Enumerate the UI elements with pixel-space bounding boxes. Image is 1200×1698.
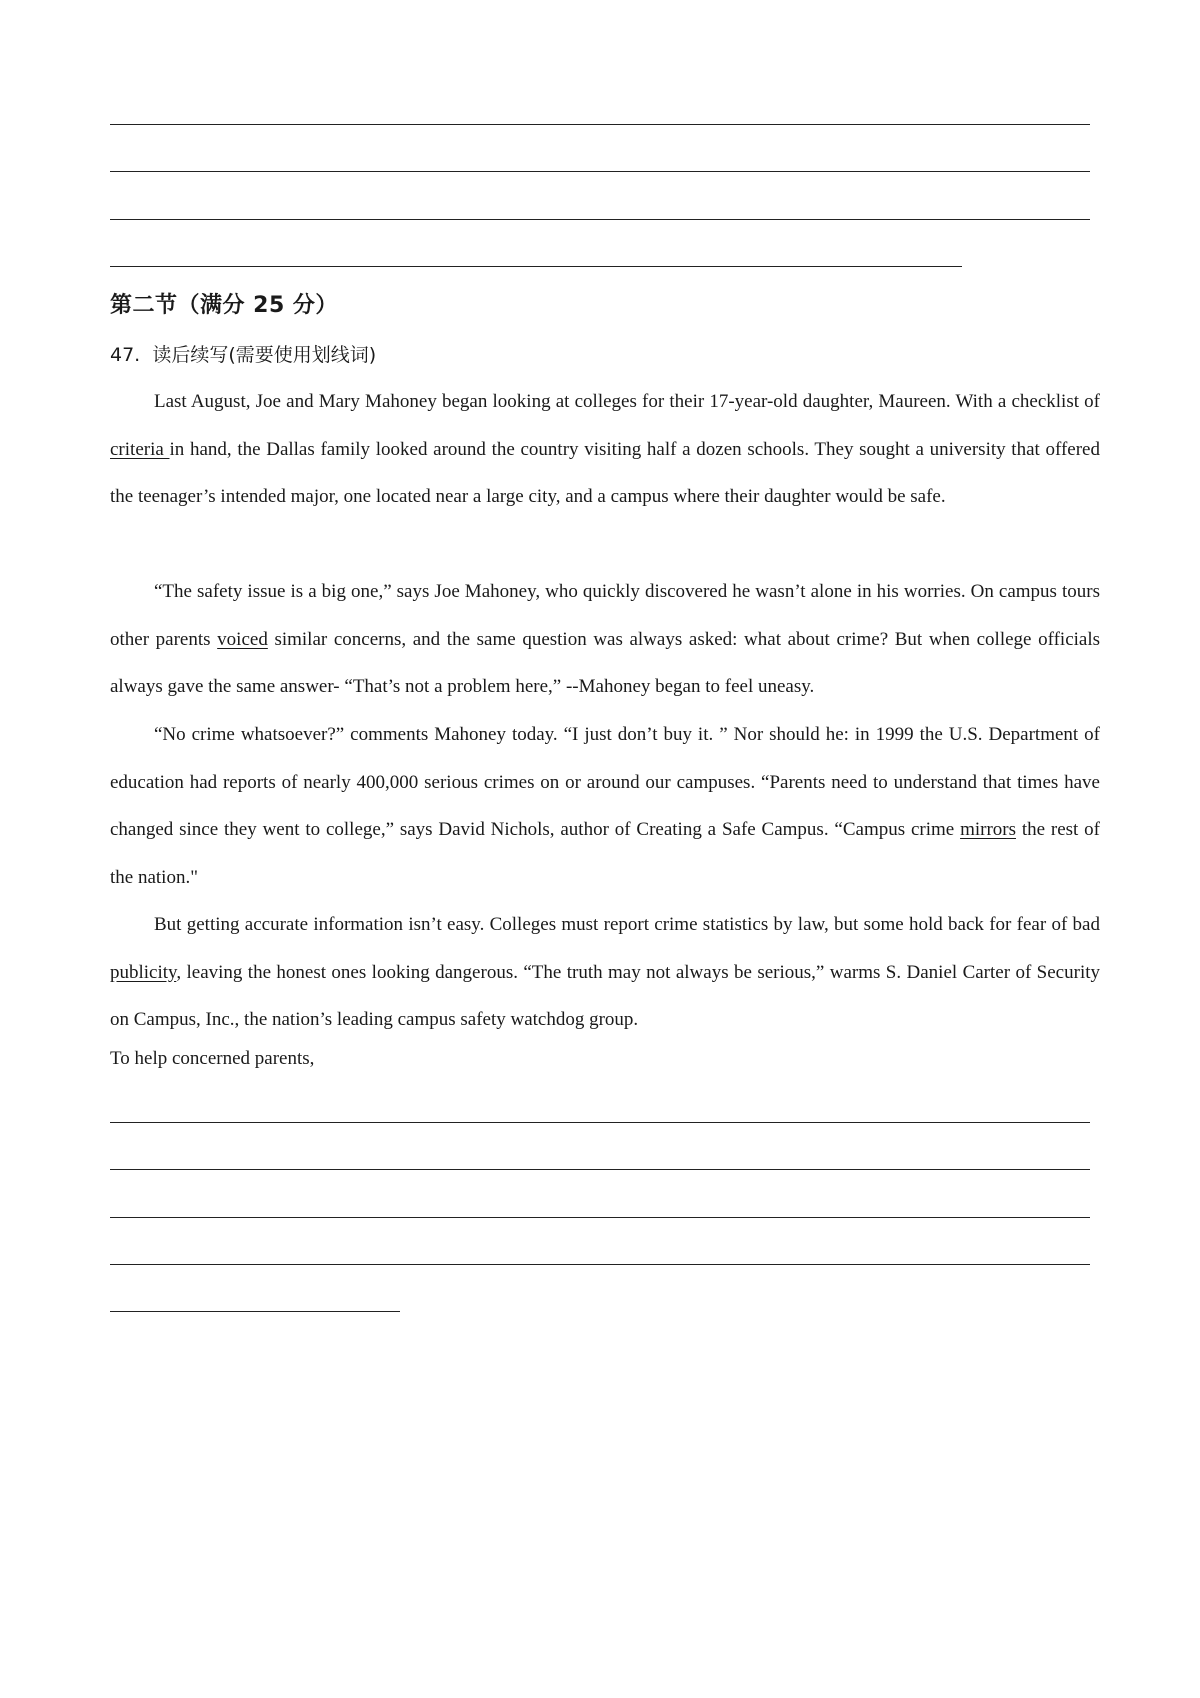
passage-paragraph: “The safety issue is a big one,” says Joe Mahoney, who quickly discovered he wasn’t alone in his worries. On campus tours other parents voiced similar concerns, and the same question was always asked: what about crime? But when college officials always gave the same answer- “That’s not a problem here,” --Mahoney began to feel uneasy. bbox=[110, 581, 1101, 697]
answer-line[interactable] bbox=[110, 219, 1090, 220]
answer-line[interactable] bbox=[110, 1264, 1090, 1265]
answer-line[interactable] bbox=[110, 1311, 400, 1312]
answer-line[interactable] bbox=[110, 171, 1090, 172]
passage-paragraph: But getting accurate information isn’t easy. Colleges must report crime statistics by law, but some hold back for fear of bad publicity, leaving the honest ones looking dangerous. “The truth may not always be serious,” warms S. Daniel Carter of Security on Campus, Inc., the nation’s leading campus safety watchdog group. bbox=[110, 914, 1100, 1030]
passage-paragraph: Last August, Joe and Mary Mahoney began looking at colleges for their 17-year-old daughter, Maureen. With a checklist of criteria in hand, the Dallas family looked around the country visiting half a dozen schools. They sought a university that offered the teenager’s intended major, one located near a large city, and a campus where their daughter would be safe. bbox=[110, 391, 1100, 507]
underlined-word: publicity bbox=[110, 961, 177, 983]
question-number: 47. bbox=[110, 344, 141, 366]
question-label: 读后续写(需要使用划线词) bbox=[152, 344, 377, 366]
underlined-word: voiced bbox=[217, 628, 268, 650]
passage-paragraph: “No crime whatsoever?” comments Mahoney today. “I just don’t buy it. ” Nor should he: in 1999 the U.S. Department of education had reports of nearly 400,000 serious crimes on or around our campuses. “Parents need to understand that times have changed since they went to college,” says David Nichols, author of Creating a Safe Campus. “Campus crime mirrors the rest of the nation." bbox=[110, 724, 1100, 888]
answer-line[interactable] bbox=[110, 124, 1090, 125]
continuation-lead: To help concerned parents, bbox=[110, 1048, 315, 1069]
underlined-word: criteria bbox=[110, 438, 170, 460]
answer-line[interactable] bbox=[110, 1169, 1090, 1170]
question-title bbox=[110, 340, 376, 367]
answer-line[interactable] bbox=[110, 266, 962, 267]
underlined-word: mirrors bbox=[960, 819, 1016, 840]
answer-line[interactable] bbox=[110, 1122, 1090, 1123]
section-heading: 第二节（满分 25 分） bbox=[110, 293, 338, 318]
answer-line[interactable] bbox=[110, 1217, 1090, 1218]
